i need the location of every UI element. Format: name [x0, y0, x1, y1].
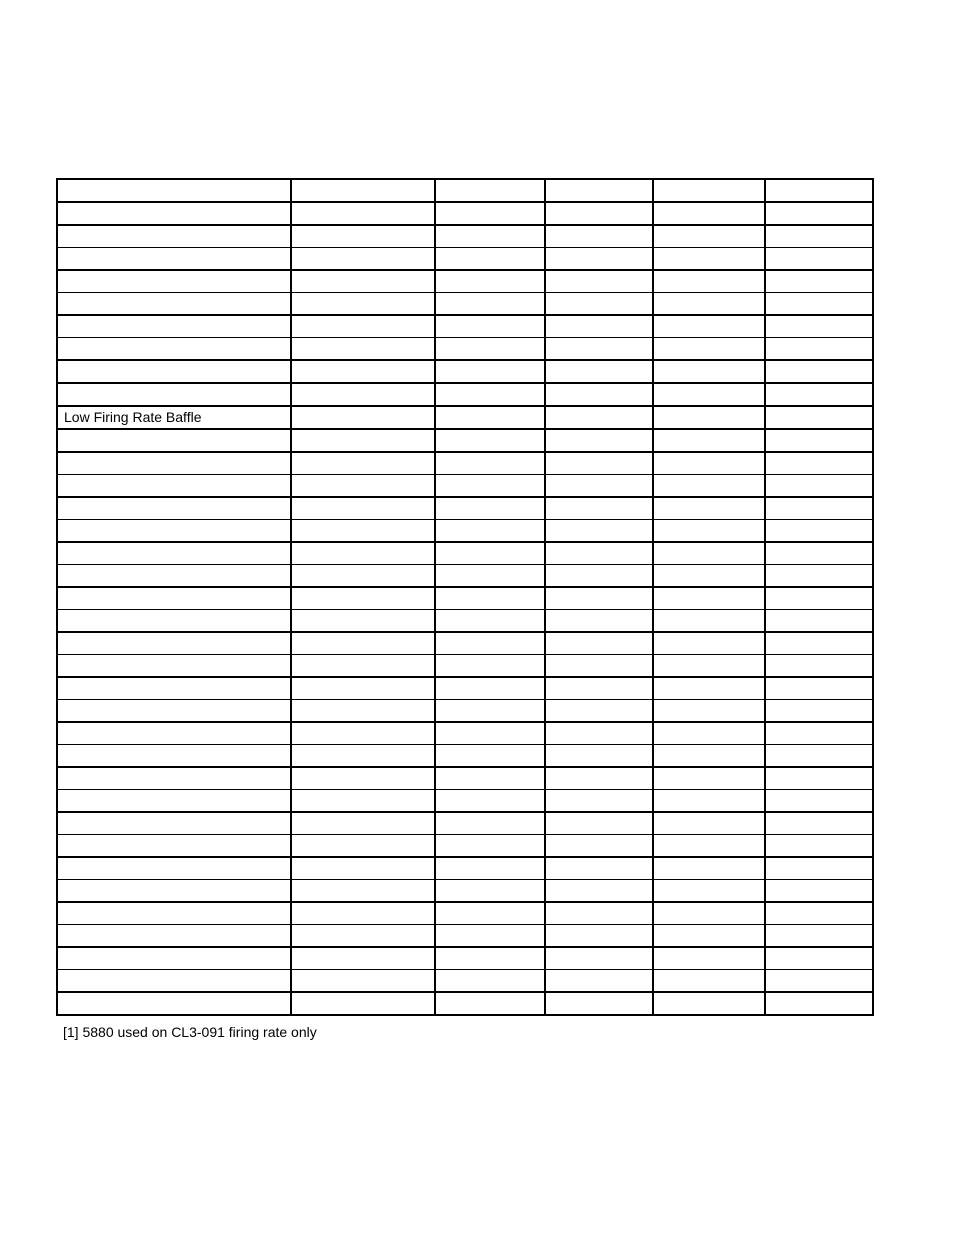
- table-cell: [57, 835, 291, 858]
- table-cell: [765, 700, 873, 723]
- table-cell: [435, 790, 545, 813]
- table-cell: [545, 406, 653, 429]
- table-row: [57, 293, 873, 316]
- table-cell: [435, 587, 545, 610]
- table-cell: [57, 475, 291, 498]
- table-cell: [545, 383, 653, 406]
- table-row: [57, 542, 873, 565]
- table-row: [57, 745, 873, 768]
- table-cell: [545, 790, 653, 813]
- table-row: [57, 947, 873, 970]
- table-cell: [291, 925, 435, 948]
- table-row: [57, 857, 873, 880]
- table-cell: [291, 475, 435, 498]
- table-cell: [435, 812, 545, 835]
- table-cell: [435, 383, 545, 406]
- table-cell: [653, 610, 765, 633]
- table-cell: [765, 497, 873, 520]
- table-row: [57, 452, 873, 475]
- table-cell: [57, 270, 291, 293]
- table-cell: [653, 360, 765, 383]
- table-cell: [57, 610, 291, 633]
- table-cell: [765, 520, 873, 543]
- table-cell: [765, 857, 873, 880]
- table-cell: [435, 677, 545, 700]
- table-cell: [57, 925, 291, 948]
- table-cell: [765, 790, 873, 813]
- table-cell: [545, 452, 653, 475]
- table-row: [57, 925, 873, 948]
- table-cell: [653, 587, 765, 610]
- table-row: [57, 475, 873, 498]
- table-row: [57, 360, 873, 383]
- table-row: [57, 970, 873, 993]
- table-cell: [291, 857, 435, 880]
- table-cell: [545, 293, 653, 316]
- table-cell: [435, 610, 545, 633]
- table-cell: [291, 790, 435, 813]
- table-cell: [653, 497, 765, 520]
- table-cell: [57, 700, 291, 723]
- table-cell: [57, 429, 291, 452]
- table-cell: [765, 383, 873, 406]
- table-cell: [653, 475, 765, 498]
- table-cell: [653, 248, 765, 271]
- table-cell: [435, 360, 545, 383]
- table-cell: [765, 655, 873, 678]
- table-cell: [765, 179, 873, 202]
- table-cell: [435, 632, 545, 655]
- table-cell: [291, 520, 435, 543]
- table-cell: [545, 360, 653, 383]
- table-cell: [765, 429, 873, 452]
- table-cell: [653, 225, 765, 248]
- table-cell: [291, 383, 435, 406]
- table-cell: [57, 315, 291, 338]
- table-cell: [435, 293, 545, 316]
- table-cell: Low Firing Rate Baffle: [57, 406, 291, 429]
- table-cell: [291, 767, 435, 790]
- table-cell: [291, 947, 435, 970]
- table-cell: [57, 338, 291, 361]
- table-cell: [57, 655, 291, 678]
- table-cell: [653, 293, 765, 316]
- table-cell: [57, 293, 291, 316]
- table-row: [57, 677, 873, 700]
- table-row: [57, 790, 873, 813]
- table-cell: [291, 700, 435, 723]
- table-row: [57, 202, 873, 225]
- table-cell: [765, 248, 873, 271]
- table-cell: [435, 429, 545, 452]
- table-cell: [57, 202, 291, 225]
- table-cell: [57, 880, 291, 903]
- table-cell: [291, 406, 435, 429]
- table-cell: [57, 677, 291, 700]
- table-cell: [765, 767, 873, 790]
- table-cell: [765, 880, 873, 903]
- table-row: [57, 610, 873, 633]
- table-cell: [291, 587, 435, 610]
- table-cell: [653, 722, 765, 745]
- table-cell: [435, 202, 545, 225]
- table-cell: [545, 722, 653, 745]
- table-cell: [435, 248, 545, 271]
- table-cell: [653, 338, 765, 361]
- table-cell: [291, 632, 435, 655]
- table-cell: [435, 880, 545, 903]
- table-cell: [545, 992, 653, 1015]
- table-cell: [57, 722, 291, 745]
- table-cell: [57, 452, 291, 475]
- table-cell: [57, 947, 291, 970]
- table-cell: [57, 179, 291, 202]
- table-cell: [291, 812, 435, 835]
- table-cell: [545, 542, 653, 565]
- table-cell: [545, 610, 653, 633]
- table-cell: [653, 315, 765, 338]
- table-cell: [765, 293, 873, 316]
- table-cell: [435, 315, 545, 338]
- table-cell: [57, 497, 291, 520]
- table-cell: [653, 270, 765, 293]
- table-cell: [653, 835, 765, 858]
- table-cell: [545, 497, 653, 520]
- table-cell: [435, 857, 545, 880]
- table-cell: [545, 857, 653, 880]
- table-cell: [545, 632, 653, 655]
- table-cell: [435, 700, 545, 723]
- table-cell: [57, 632, 291, 655]
- table-cell: [435, 835, 545, 858]
- table-cell: [653, 179, 765, 202]
- table-cell: [435, 925, 545, 948]
- table-cell: [435, 225, 545, 248]
- table-cell: [291, 315, 435, 338]
- table-row: [57, 565, 873, 588]
- table-cell: [765, 677, 873, 700]
- table-cell: [653, 655, 765, 678]
- table-cell: [435, 497, 545, 520]
- table-cell: [57, 587, 291, 610]
- table-cell: [435, 406, 545, 429]
- table-cell: [57, 360, 291, 383]
- table-cell: [545, 429, 653, 452]
- table-cell: [291, 452, 435, 475]
- table-cell: [653, 992, 765, 1015]
- table-cell: [291, 429, 435, 452]
- table-cell: [765, 902, 873, 925]
- table-cell: [435, 452, 545, 475]
- table-cell: [291, 655, 435, 678]
- table-row: [57, 880, 873, 903]
- table-row: [57, 520, 873, 543]
- table-cell: [57, 992, 291, 1015]
- table-cell: [545, 902, 653, 925]
- table-cell: [291, 722, 435, 745]
- table-cell: [545, 202, 653, 225]
- table-cell: [765, 947, 873, 970]
- table-cell: [765, 610, 873, 633]
- table-cell: [57, 383, 291, 406]
- table-cell: [57, 520, 291, 543]
- table-cell: [765, 632, 873, 655]
- table-cell: [435, 520, 545, 543]
- table-cell: [435, 947, 545, 970]
- table-cell: [545, 700, 653, 723]
- table-cell: [653, 520, 765, 543]
- table-cell: [545, 520, 653, 543]
- table-cell: [291, 360, 435, 383]
- table-cell: [291, 677, 435, 700]
- table-row: [57, 383, 873, 406]
- parts-table-body: [57, 179, 873, 1015]
- table-cell: [291, 992, 435, 1015]
- table-row: [57, 992, 873, 1015]
- table-cell: [435, 179, 545, 202]
- table-cell: [435, 767, 545, 790]
- table-cell: [765, 360, 873, 383]
- table-cell: [57, 225, 291, 248]
- table-row: [57, 179, 873, 202]
- table-cell: [765, 315, 873, 338]
- table-cell: [765, 722, 873, 745]
- table-cell: [653, 202, 765, 225]
- table-cell: [291, 202, 435, 225]
- table-cell: [291, 970, 435, 993]
- table-cell: [291, 293, 435, 316]
- table-cell: [765, 992, 873, 1015]
- table-row: [57, 632, 873, 655]
- table-row: [57, 812, 873, 835]
- footnote: [1] 5880 used on CL3-091 firing rate only: [63, 1024, 317, 1040]
- table-cell: [545, 179, 653, 202]
- table-cell: [291, 248, 435, 271]
- table-cell: [57, 248, 291, 271]
- table-cell: [765, 925, 873, 948]
- table-cell: [653, 565, 765, 588]
- table-cell: [545, 225, 653, 248]
- table-row: [57, 270, 873, 293]
- table-cell: [545, 270, 653, 293]
- table-cell: [291, 745, 435, 768]
- table-cell: [765, 812, 873, 835]
- table-cell: [291, 225, 435, 248]
- table-cell: [545, 315, 653, 338]
- table-cell: [435, 970, 545, 993]
- table-cell: [653, 880, 765, 903]
- table-cell: [57, 970, 291, 993]
- table-cell: [545, 947, 653, 970]
- table-cell: [291, 902, 435, 925]
- table-cell: [57, 812, 291, 835]
- table-cell: [435, 655, 545, 678]
- table-row: [57, 497, 873, 520]
- table-cell: [291, 565, 435, 588]
- table-cell: [653, 406, 765, 429]
- table-cell: [545, 880, 653, 903]
- table-cell: [291, 835, 435, 858]
- table-cell: [653, 925, 765, 948]
- table-cell: [765, 406, 873, 429]
- table-cell: [545, 655, 653, 678]
- table-cell: [435, 902, 545, 925]
- table-cell: [765, 270, 873, 293]
- table-cell: [291, 270, 435, 293]
- table-cell: [291, 338, 435, 361]
- table-row: [57, 315, 873, 338]
- table-cell: [291, 880, 435, 903]
- table-cell: [57, 857, 291, 880]
- table-cell: [435, 542, 545, 565]
- table-row: [57, 700, 873, 723]
- table-cell: [435, 992, 545, 1015]
- table-row: [57, 587, 873, 610]
- table-cell: [545, 248, 653, 271]
- table-cell: [765, 587, 873, 610]
- table-cell: [435, 338, 545, 361]
- table-cell: [545, 745, 653, 768]
- table-cell: [57, 790, 291, 813]
- table-cell: [765, 542, 873, 565]
- table-cell: [765, 225, 873, 248]
- table-row: [57, 406, 873, 429]
- table-cell: [57, 565, 291, 588]
- table-cell: [653, 700, 765, 723]
- table-cell: [435, 565, 545, 588]
- table-cell: [291, 179, 435, 202]
- table-cell: [653, 947, 765, 970]
- table-cell: [765, 452, 873, 475]
- table-cell: [765, 202, 873, 225]
- table-cell: [653, 677, 765, 700]
- table-cell: [435, 475, 545, 498]
- table-cell: [545, 925, 653, 948]
- table-cell: [545, 677, 653, 700]
- table-cell: [765, 338, 873, 361]
- table-cell: [653, 902, 765, 925]
- table-cell: [291, 542, 435, 565]
- table-cell: [545, 970, 653, 993]
- table-cell: [435, 270, 545, 293]
- table-row: [57, 835, 873, 858]
- table-cell: [653, 542, 765, 565]
- table-cell: [653, 632, 765, 655]
- table-row: [57, 338, 873, 361]
- table-cell: [653, 970, 765, 993]
- table-cell: [653, 767, 765, 790]
- table-row: [57, 429, 873, 452]
- table-row: [57, 722, 873, 745]
- table-cell: [57, 542, 291, 565]
- table-cell: [765, 475, 873, 498]
- table-cell: [57, 745, 291, 768]
- table-cell: [765, 745, 873, 768]
- table-cell: [291, 610, 435, 633]
- table-cell: [765, 970, 873, 993]
- table-row: [57, 767, 873, 790]
- table-cell: [291, 497, 435, 520]
- table-cell: [653, 857, 765, 880]
- table-cell: [545, 587, 653, 610]
- table-row: [57, 902, 873, 925]
- table-cell: [435, 745, 545, 768]
- table-cell: [765, 565, 873, 588]
- table-cell: [545, 835, 653, 858]
- table-cell: [653, 745, 765, 768]
- table-cell: [545, 767, 653, 790]
- table-cell: [545, 475, 653, 498]
- table-cell: [57, 767, 291, 790]
- table-cell: [435, 722, 545, 745]
- table-cell: [653, 790, 765, 813]
- table-cell: [57, 902, 291, 925]
- table-row: [57, 225, 873, 248]
- table-cell: [653, 812, 765, 835]
- table-row: [57, 248, 873, 271]
- table-cell: [545, 812, 653, 835]
- table-cell: [765, 835, 873, 858]
- table-cell: [653, 452, 765, 475]
- table-cell: [653, 383, 765, 406]
- table-row: [57, 655, 873, 678]
- table-cell: [545, 338, 653, 361]
- table-cell: [653, 429, 765, 452]
- table-cell: [545, 565, 653, 588]
- parts-table: [56, 178, 874, 1016]
